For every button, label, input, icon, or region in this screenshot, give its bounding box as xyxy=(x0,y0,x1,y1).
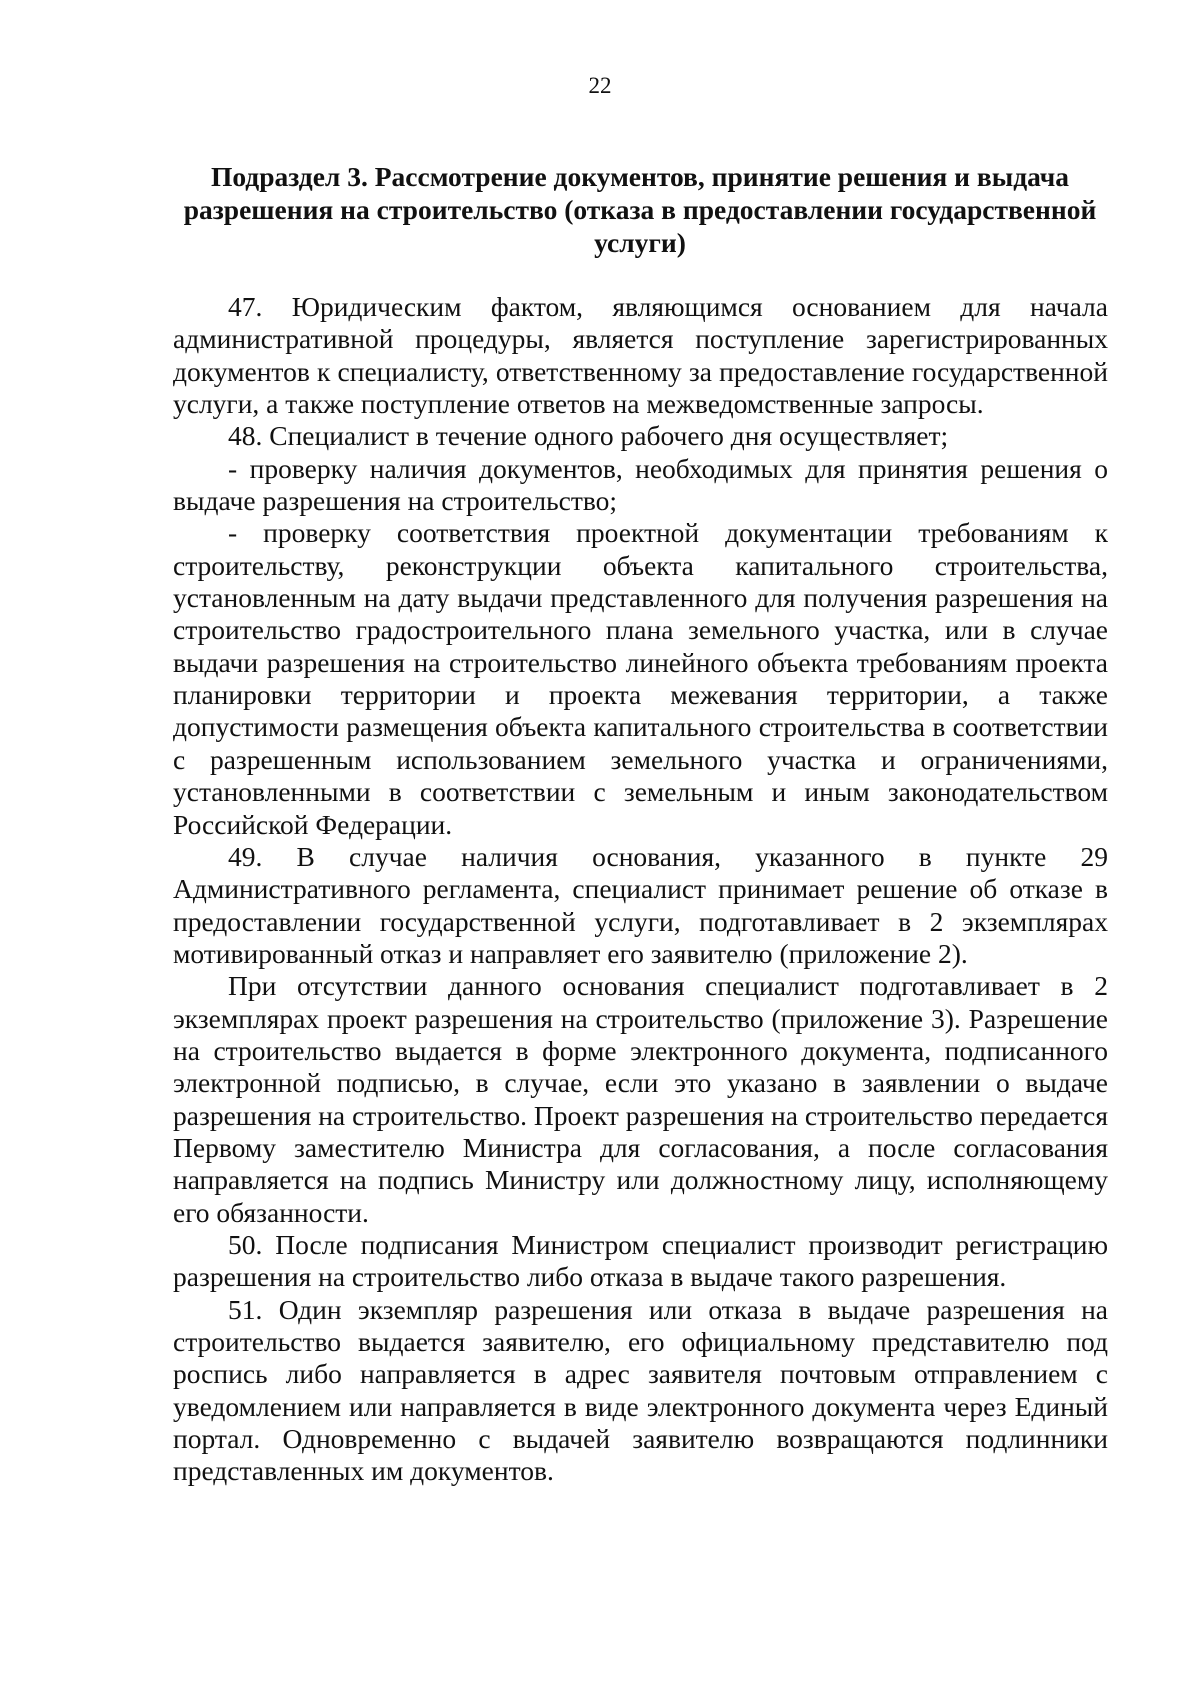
document-body xyxy=(173,291,1108,1488)
paragraph-47: 47. Юридическим фактом, являющимся основанием для начала административной процедуры, является поступление зарегистрированных документов к специалисту, ответственному за предоставление государственной услуги, а также поступление ответов на межведомственные запросы. xyxy=(173,291,1108,420)
paragraph-48: 48. Специалист в течение одного рабочего дня осуществляет; xyxy=(228,420,949,452)
paragraph-49: 49. В случае наличия основания, указанного в пункте 29 Административного регламента, специалист принимает решение об отказе в предоставлении государственной услуги, подготавливает в 2 экземплярах мотивированный отказ и направляет его заявителю (приложение 2). xyxy=(173,840,1108,969)
section-title: Подраздел 3. Рассмотрение документов, принятие решения и выдача разрешения на строительство (отказа в предоставлении государственной услуги) xyxy=(183,161,1097,258)
paragraph-50: 50. После подписания Министром специалист производит регистрацию разрешения на строительство либо отказа в выдаче такого разрешения. xyxy=(173,1228,1108,1293)
paragraph-51: 51. Один экземпляр разрешения или отказа в выдаче разрешения на строительство выдается заявителю, его официальному представителю под роспись либо направляется в адрес заявителя почтовым отправлением с уведомлением или направляется в виде электронного документа через Единый портал. Одновременно с выдачей заявителю возвращаются подлинники представленных им документов. xyxy=(173,1293,1108,1487)
paragraph-48-item-documents-check: - проверку наличия документов, необходимых для принятия решения о выдаче разрешения на строительство; xyxy=(173,452,1108,517)
paragraph-48-item-project-compliance-check: - проверку соответствия проектной документации требованиям к строительству, реконструкции объекта капитального строительства, установленным на дату выдачи представленного для получения разрешения на строительство градостроительного плана земельного участка, или в случае выдачи разрешения на строительство линейного объекта требованиям проекта планировки территории и проекта межевания территории, а также допустимости размещения объекта капитального строительства в соответствии с разрешенным использованием земельного участка и ограничениями, установленными в соответствии с земельным и иным законодательством Российской Федерации. xyxy=(173,517,1108,840)
paragraph-49-no-grounds: При отсутствии данного основания специалист подготавливает в 2 экземплярах проект разрешения на строительство (приложение 3). Разрешение на строительство выдается в форме электронного документа, подписанного электронной подписью, в случае, если это указано в заявлении о выдаче разрешения на строительство. Проект разрешения на строительство передается Первому заместителю Министра для согласования, а после согласования направляется на подпись Министру или должностному лицу, исполняющему его обязанности. xyxy=(173,970,1108,1228)
page-number: 22 xyxy=(588,73,612,98)
